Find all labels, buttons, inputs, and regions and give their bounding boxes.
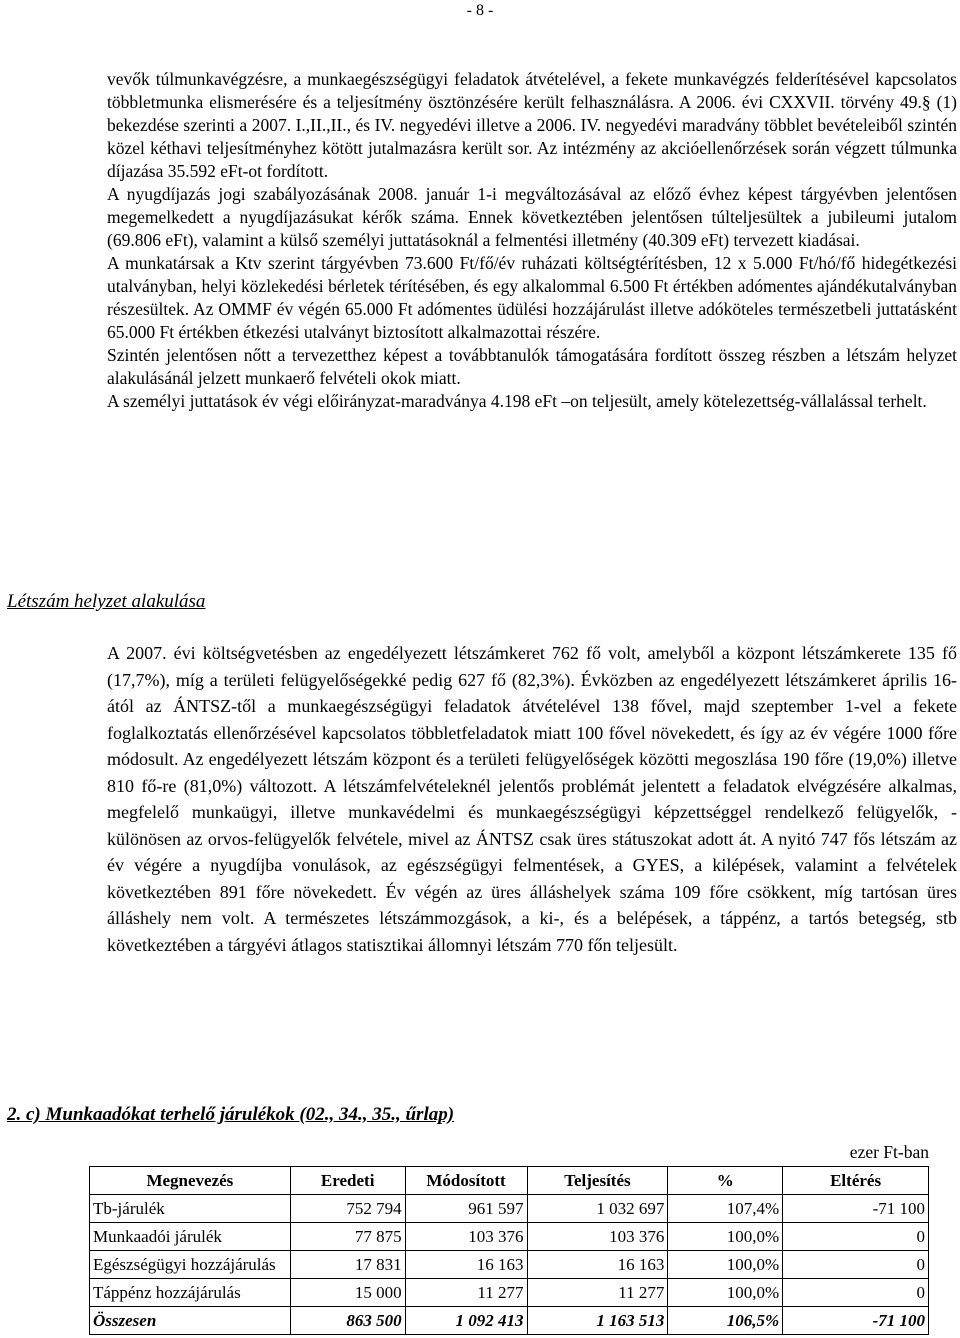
- header-performance: Teljesítés: [527, 1167, 668, 1195]
- body-text-top: [107, 68, 957, 413]
- cell-percent: 100,0%: [668, 1279, 783, 1307]
- cell-name: Táppénz hozzájárulás: [90, 1279, 291, 1307]
- body-text-headcount: [107, 640, 957, 958]
- cell-modified: 961 597: [405, 1195, 527, 1223]
- header-original: Eredeti: [290, 1167, 405, 1195]
- table-row: [90, 1195, 929, 1223]
- paragraph-headcount: A 2007. évi költségvetésben az engedélyezett létszámkeret 762 fő volt, amelyből a központ létszámkerete 135 fő (17,7%), míg a területi felügyelőségekké pedig 627 fő (82,3%). Évközben az engedélyezett létszámkeret április 16-ától az ÁNTSZ-től a munkaegészségügyi feladatok átvételével 138 fővel, majd szeptember 1-vel a fekete foglalkoztatás ellenőrzésével kapcsolatos többletfeladatok miatt 100 fővel növekedett, és így az év végére 1000 főre módosult. Az engedélyezett létszám központ és a területi felügyelőségek közötti megoszlása 190 főre (19,0%) illetve 810 fő-re (81,0%) változott. A létszámfelvételeknél jelentős problémát jelentett a feladatok elvégzésére alkalmas, megfelelő munkaügyi, illetve munkavédelmi és munkaegészségügyi képzettséggel rendelkező felügyelők, - különösen az orvos-felügyelők felvétele, mivel az ÁNTSZ csak üres státuszokat adott át. A nyitó 747 fős létszám az év végére a nyugdíjba vonulások, az egészségügyi felmentések, a GYES, a kilépések, valamint a felvételek következtében 891 főre növekedett. Év végén az üres álláshelyek száma 109 főre csökkent, míg tartósan üres álláshely nem volt. A természetes létszámmozgások, a ki-, és a belépések, a táppénz, a tartós betegség, stb következtében a tárgyévi átlagos statisztikai állomnyi létszám 770 főn teljesült.: [107, 643, 957, 955]
- cell-difference: -71 100: [783, 1195, 929, 1223]
- section-title-headcount: Létszám helyzet alakulása: [7, 591, 206, 612]
- cell-performance: 16 163: [527, 1251, 668, 1279]
- cell-original: 17 831: [290, 1251, 405, 1279]
- total-original: 863 500: [290, 1307, 405, 1335]
- total-percent: 106,5%: [668, 1307, 783, 1335]
- cell-original: 77 875: [290, 1223, 405, 1251]
- cell-modified: 16 163: [405, 1251, 527, 1279]
- paragraph-retirement: A nyugdíjazás jogi szabályozásának 2008. január 1-i megváltozásával az előző évhez képest tárgyévben jelentősen megemelkedett a nyugdíjazásukat kérők száma. Ennek következtében jelentősen túlteljesültek a jubileumi jutalom (69.806 eFt), valamint a külső személyi juttatásoknál a felmentési illetmény (40.309 eFt) tervezett kiadásai.: [107, 184, 957, 250]
- header-modified: Módosított: [405, 1167, 527, 1195]
- contributions-table: [89, 1166, 929, 1335]
- cell-modified: 103 376: [405, 1223, 527, 1251]
- cell-name: Munkaadói járulék: [90, 1223, 291, 1251]
- cell-original: 15 000: [290, 1279, 405, 1307]
- table-header-row: [90, 1167, 929, 1195]
- header-difference: Eltérés: [783, 1167, 929, 1195]
- paragraph-benefits: A munkatársak a Ktv szerint tárgyévben 73.600 Ft/fő/év ruházati költségtérítésben, 12 x 5.000 Ft/hó/fő hidegétkezési utalványban, helyi közlekedési bérletek térítésében, és egy alkalommal 6.500 Ft értékben adómentes ajándékutalványban részesültek. Az OMMF év végén 65.000 Ft adómentes üdülési hozzájárulást illetve adóköteles természetbeli juttatásként 65.000 Ft értékben étkezési utalványt biztosított alkalmazottai részére.: [107, 253, 957, 342]
- table-total-row: [90, 1307, 929, 1335]
- paragraph-overtime: vevők túlmunkavégzésre, a munkaegészségügyi feladatok átvételével, a fekete munkavégzés felderítésével kapcsolatos többletmunka elismerésére és a teljesítmény ösztönzésére került felhasználásra. A 2006. évi CXXVII. törvény 49.§ (1) bekezdése szerinti a 2007. I.,II.,II., és IV. negyedévi illetve a 2006. IV. negyedévi maradvány többlet bevételeiből szintén közel kéthavi teljesítményhez kötött jutalmazásra került sor. Az intézmény az akcióellenőrzések során végzett túlmunka díjazása 35.592 eFt-ot fordított.: [107, 69, 957, 181]
- header-name: Megnevezés: [90, 1167, 291, 1195]
- cell-difference: 0: [783, 1223, 929, 1251]
- total-modified: 1 092 413: [405, 1307, 527, 1335]
- total-name: Összesen: [90, 1307, 291, 1335]
- table-row: [90, 1223, 929, 1251]
- page-number: - 8 -: [466, 2, 494, 19]
- cell-modified: 11 277: [405, 1279, 527, 1307]
- header-percent: %: [668, 1167, 783, 1195]
- paragraph-training: Szintén jelentősen nőtt a tervezetthez képest a továbbtanulók támogatására fordított összeg részben a létszám helyzet alakulásánál jelzett munkaerő felvételi okok miatt.: [107, 345, 957, 388]
- total-difference: -71 100: [783, 1307, 929, 1335]
- cell-performance: 103 376: [527, 1223, 668, 1251]
- subheading-contributions: 2. c) Munkaadókat terhelő járulékok (02., 34., 35., űrlap): [7, 1104, 455, 1125]
- paragraph-remaining: A személyi juttatások év végi előirányzat-maradványa 4.198 eFt –on teljesült, amely kötelezettség-vállalással terhelt.: [107, 391, 927, 411]
- table-row: [90, 1279, 929, 1307]
- cell-percent: 107,4%: [668, 1195, 783, 1223]
- cell-name: Tb-járulék: [90, 1195, 291, 1223]
- cell-percent: 100,0%: [668, 1223, 783, 1251]
- cell-performance: 1 032 697: [527, 1195, 668, 1223]
- units-label: ezer Ft-ban: [849, 1142, 929, 1162]
- cell-difference: 0: [783, 1279, 929, 1307]
- cell-performance: 11 277: [527, 1279, 668, 1307]
- total-performance: 1 163 513: [527, 1307, 668, 1335]
- cell-difference: 0: [783, 1251, 929, 1279]
- cell-name: Egészségügyi hozzájárulás: [90, 1251, 291, 1279]
- cell-percent: 100,0%: [668, 1251, 783, 1279]
- table-row: [90, 1251, 929, 1279]
- cell-original: 752 794: [290, 1195, 405, 1223]
